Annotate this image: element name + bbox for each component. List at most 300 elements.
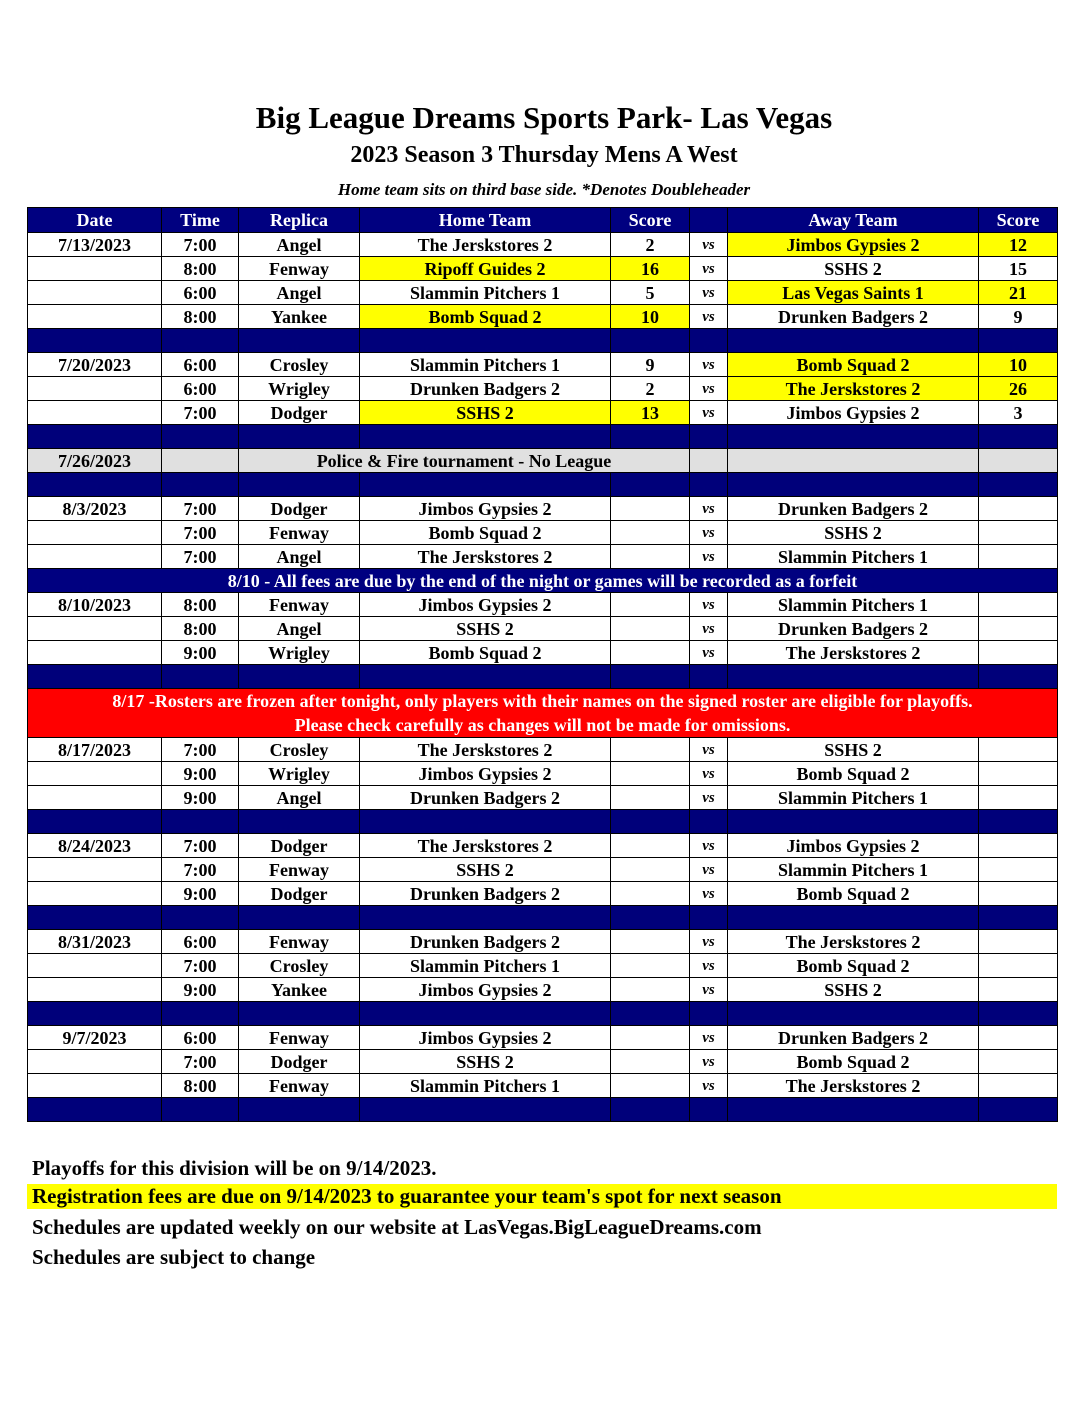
vs-label: vs: [690, 233, 728, 257]
game-time: 9:00: [162, 786, 239, 810]
home-team: The Jerskstores 2: [360, 834, 611, 858]
game-time: 8:00: [162, 617, 239, 641]
column-header: Home Team: [360, 208, 611, 233]
separator-cell: [728, 665, 979, 689]
game-date: [28, 762, 162, 786]
header-note: Home team sits on third base side. *Denotes Doubleheader: [337, 180, 751, 199]
away-score: [979, 930, 1058, 954]
separator-cell: [728, 1002, 979, 1026]
home-score: [611, 1074, 690, 1098]
separator-cell: [611, 1002, 690, 1026]
home-score: [611, 786, 690, 810]
separator-cell: [979, 473, 1058, 497]
away-team: Las Vegas Saints 1: [728, 281, 979, 305]
vs-label: vs: [690, 257, 728, 281]
game-date: [28, 305, 162, 329]
separator-cell: [690, 425, 728, 449]
column-header: Replica: [239, 208, 360, 233]
home-team: Drunken Badgers 2: [360, 786, 611, 810]
vs-label: vs: [690, 954, 728, 978]
game-date: [28, 954, 162, 978]
fees-notice: 8/10 - All fees are due by the end of the night or games will be recorded as a forfeit: [28, 569, 1058, 593]
table-row: [28, 978, 1058, 1002]
game-time: 8:00: [162, 1074, 239, 1098]
separator-row: [28, 906, 1058, 930]
game-replica: Angel: [239, 233, 360, 257]
away-score: [979, 497, 1058, 521]
separator-cell: [162, 810, 239, 834]
home-team: Drunken Badgers 2: [360, 930, 611, 954]
table-row: [28, 233, 1058, 257]
vs-label: vs: [690, 930, 728, 954]
away-team: Drunken Badgers 2: [728, 305, 979, 329]
game-time: 9:00: [162, 978, 239, 1002]
game-date: [28, 545, 162, 569]
table-row: [28, 497, 1058, 521]
separator-cell: [28, 1002, 162, 1026]
vs-label: vs: [690, 617, 728, 641]
game-time: 7:00: [162, 401, 239, 425]
separator-row: [28, 329, 1058, 353]
game-time: 7:00: [162, 233, 239, 257]
away-team: SSHS 2: [728, 521, 979, 545]
game-date: 9/7/2023: [28, 1026, 162, 1050]
vs-label: vs: [690, 377, 728, 401]
home-score: [611, 882, 690, 906]
game-replica: Fenway: [239, 1026, 360, 1050]
game-time: 6:00: [162, 1026, 239, 1050]
game-time: 7:00: [162, 954, 239, 978]
away-team: Drunken Badgers 2: [728, 617, 979, 641]
separator-row: [28, 473, 1058, 497]
separator-cell: [239, 906, 360, 930]
game-date: [28, 401, 162, 425]
separator-cell: [162, 906, 239, 930]
column-header: Date: [28, 208, 162, 233]
game-time: 9:00: [162, 641, 239, 665]
game-time: 6:00: [162, 930, 239, 954]
game-replica: Angel: [239, 786, 360, 810]
separator-cell: [239, 1002, 360, 1026]
home-score: [611, 954, 690, 978]
separator-cell: [28, 473, 162, 497]
away-score: [979, 954, 1058, 978]
vs-label: vs: [690, 353, 728, 377]
table-row: [28, 738, 1058, 762]
separator-cell: [690, 665, 728, 689]
home-score: [611, 930, 690, 954]
home-team: SSHS 2: [360, 858, 611, 882]
vs-label: vs: [690, 1050, 728, 1074]
game-replica: Dodger: [239, 1050, 360, 1074]
separator-cell: [611, 906, 690, 930]
separator-cell: [162, 329, 239, 353]
home-score: 2: [611, 377, 690, 401]
table-row: [28, 281, 1058, 305]
away-score: [979, 786, 1058, 810]
game-time: 7:00: [162, 497, 239, 521]
away-score: 15: [979, 257, 1058, 281]
separator-cell: [239, 810, 360, 834]
home-team: Drunken Badgers 2: [360, 377, 611, 401]
roster-alert-line: 8/17 -Rosters are frozen after tonight, only players with their names on the signed roster are eligible for playoffs.: [112, 691, 973, 711]
separator-cell: [611, 329, 690, 353]
game-replica: Dodger: [239, 497, 360, 521]
table-row: [28, 617, 1058, 641]
separator-cell: [690, 1098, 728, 1122]
home-team: SSHS 2: [360, 401, 611, 425]
home-team: Jimbos Gypsies 2: [360, 1026, 611, 1050]
game-date: 8/10/2023: [28, 593, 162, 617]
game-date: 7/13/2023: [28, 233, 162, 257]
table-row: [28, 954, 1058, 978]
home-score: [611, 641, 690, 665]
table-row: [28, 257, 1058, 281]
away-team: Drunken Badgers 2: [728, 497, 979, 521]
separator-cell: [162, 665, 239, 689]
game-date: 8/24/2023: [28, 834, 162, 858]
separator-cell: [239, 329, 360, 353]
no-league-note: Police & Fire tournament - No League: [239, 449, 690, 473]
home-team: Jimbos Gypsies 2: [360, 978, 611, 1002]
separator-cell: [690, 810, 728, 834]
separator-cell: [728, 329, 979, 353]
table-row: [28, 305, 1058, 329]
game-date: [28, 882, 162, 906]
home-score: 2: [611, 233, 690, 257]
away-score: [979, 834, 1058, 858]
separator-cell: [360, 329, 611, 353]
away-score: 26: [979, 377, 1058, 401]
game-time: 7:00: [162, 858, 239, 882]
separator-cell: [690, 1002, 728, 1026]
separator-cell: [162, 473, 239, 497]
game-date: [28, 617, 162, 641]
game-replica: Crosley: [239, 738, 360, 762]
game-replica: Wrigley: [239, 377, 360, 401]
home-score: 16: [611, 257, 690, 281]
footer-change-note: Schedules are subject to change: [32, 1245, 316, 1269]
game-replica: Fenway: [239, 521, 360, 545]
separator-cell: [611, 665, 690, 689]
game-date: 7/26/2023: [28, 449, 162, 473]
separator-cell: [28, 425, 162, 449]
separator-cell: [979, 329, 1058, 353]
separator-cell: [162, 1098, 239, 1122]
vs-label: vs: [690, 738, 728, 762]
game-replica: Fenway: [239, 858, 360, 882]
home-score: 9: [611, 353, 690, 377]
game-time: 6:00: [162, 281, 239, 305]
game-date: [28, 281, 162, 305]
separator-cell: [360, 1002, 611, 1026]
home-team: SSHS 2: [360, 617, 611, 641]
away-team: The Jerskstores 2: [728, 930, 979, 954]
away-score: [979, 521, 1058, 545]
game-date: [28, 641, 162, 665]
separator-cell: [611, 473, 690, 497]
home-score: 5: [611, 281, 690, 305]
table-row: [28, 762, 1058, 786]
separator-cell: [728, 1098, 979, 1122]
game-replica: Yankee: [239, 978, 360, 1002]
home-team: Bomb Squad 2: [360, 521, 611, 545]
away-team: SSHS 2: [728, 257, 979, 281]
game-time: 7:00: [162, 834, 239, 858]
separator-cell: [979, 906, 1058, 930]
empty-cell: [162, 449, 239, 473]
vs-label: vs: [690, 641, 728, 665]
separator-cell: [28, 665, 162, 689]
game-date: 8/31/2023: [28, 930, 162, 954]
game-time: 7:00: [162, 738, 239, 762]
home-team: Drunken Badgers 2: [360, 882, 611, 906]
separator-cell: [979, 1098, 1058, 1122]
away-score: [979, 593, 1058, 617]
separator-cell: [239, 425, 360, 449]
separator-cell: [690, 906, 728, 930]
separator-cell: [728, 810, 979, 834]
away-team: SSHS 2: [728, 738, 979, 762]
footer-playoffs: Playoffs for this division will be on 9/14/2023.: [32, 1156, 437, 1180]
away-team: Slammin Pitchers 1: [728, 786, 979, 810]
game-time: 8:00: [162, 593, 239, 617]
game-date: 8/17/2023: [28, 738, 162, 762]
away-score: 10: [979, 353, 1058, 377]
away-score: [979, 545, 1058, 569]
game-replica: Fenway: [239, 593, 360, 617]
away-team: Slammin Pitchers 1: [728, 858, 979, 882]
separator-cell: [239, 473, 360, 497]
empty-cell: [728, 449, 979, 473]
vs-label: vs: [690, 1074, 728, 1098]
away-score: [979, 762, 1058, 786]
game-replica: Crosley: [239, 353, 360, 377]
game-date: [28, 521, 162, 545]
separator-row: [28, 1098, 1058, 1122]
separator-row: [28, 1002, 1058, 1026]
home-team: Bomb Squad 2: [360, 641, 611, 665]
vs-label: vs: [690, 497, 728, 521]
home-score: [611, 1026, 690, 1050]
game-replica: Dodger: [239, 882, 360, 906]
table-row: [28, 353, 1058, 377]
game-date: [28, 257, 162, 281]
table-header-row: [28, 208, 1058, 233]
home-score: 10: [611, 305, 690, 329]
separator-cell: [611, 425, 690, 449]
separator-row: [28, 810, 1058, 834]
game-date: 8/3/2023: [28, 497, 162, 521]
table-row: [28, 786, 1058, 810]
home-score: [611, 978, 690, 1002]
separator-cell: [162, 1002, 239, 1026]
page-title: Big League Dreams Sports Park- Las Vegas: [255, 100, 833, 135]
column-header: [690, 208, 728, 233]
column-header: Away Team: [728, 208, 979, 233]
game-date: [28, 377, 162, 401]
vs-label: vs: [690, 545, 728, 569]
game-date: [28, 1050, 162, 1074]
game-time: 7:00: [162, 521, 239, 545]
separator-cell: [979, 810, 1058, 834]
separator-cell: [360, 1098, 611, 1122]
home-team: Bomb Squad 2: [360, 305, 611, 329]
away-team: The Jerskstores 2: [728, 641, 979, 665]
away-team: Slammin Pitchers 1: [728, 545, 979, 569]
separator-cell: [979, 665, 1058, 689]
table-row: [28, 1050, 1058, 1074]
separator-cell: [28, 810, 162, 834]
separator-cell: [690, 329, 728, 353]
empty-cell: [979, 449, 1058, 473]
separator-cell: [728, 906, 979, 930]
away-score: [979, 978, 1058, 1002]
home-score: [611, 1050, 690, 1074]
game-date: [28, 786, 162, 810]
separator-cell: [979, 1002, 1058, 1026]
table-row: [28, 545, 1058, 569]
away-team: Jimbos Gypsies 2: [728, 834, 979, 858]
game-time: 7:00: [162, 1050, 239, 1074]
table-row: [28, 930, 1058, 954]
vs-label: vs: [690, 401, 728, 425]
separator-cell: [162, 425, 239, 449]
separator-cell: [360, 473, 611, 497]
away-team: SSHS 2: [728, 978, 979, 1002]
home-score: [611, 858, 690, 882]
game-date: [28, 1074, 162, 1098]
home-score: 13: [611, 401, 690, 425]
away-score: 21: [979, 281, 1058, 305]
away-score: [979, 1026, 1058, 1050]
home-score: [611, 834, 690, 858]
separator-cell: [239, 1098, 360, 1122]
table-row: [28, 521, 1058, 545]
home-team: The Jerskstores 2: [360, 738, 611, 762]
home-team: SSHS 2: [360, 1050, 611, 1074]
game-replica: Dodger: [239, 834, 360, 858]
home-score: [611, 593, 690, 617]
separator-cell: [611, 810, 690, 834]
game-replica: Wrigley: [239, 641, 360, 665]
home-score: [611, 762, 690, 786]
empty-cell: [690, 449, 728, 473]
vs-label: vs: [690, 858, 728, 882]
game-time: 9:00: [162, 882, 239, 906]
vs-label: vs: [690, 281, 728, 305]
away-team: Jimbos Gypsies 2: [728, 401, 979, 425]
home-team: Ripoff Guides 2: [360, 257, 611, 281]
table-row: [28, 641, 1058, 665]
roster-alert-line: Please check carefully as changes will not be made for omissions.: [294, 715, 791, 735]
separator-cell: [239, 665, 360, 689]
away-team: The Jerskstores 2: [728, 377, 979, 401]
away-score: [979, 882, 1058, 906]
game-replica: Angel: [239, 617, 360, 641]
game-replica: Fenway: [239, 257, 360, 281]
column-header: Score: [611, 208, 690, 233]
vs-label: vs: [690, 882, 728, 906]
away-score: [979, 617, 1058, 641]
separator-cell: [28, 329, 162, 353]
game-time: 6:00: [162, 377, 239, 401]
table-row: [28, 1026, 1058, 1050]
away-score: 3: [979, 401, 1058, 425]
separator-cell: [360, 810, 611, 834]
game-replica: Angel: [239, 545, 360, 569]
away-team: Drunken Badgers 2: [728, 1026, 979, 1050]
game-time: 6:00: [162, 353, 239, 377]
footer-website: Schedules are updated weekly on our website at LasVegas.BigLeagueDreams.com: [32, 1215, 762, 1239]
home-team: The Jerskstores 2: [360, 545, 611, 569]
home-team: Slammin Pitchers 1: [360, 1074, 611, 1098]
vs-label: vs: [690, 978, 728, 1002]
game-replica: Crosley: [239, 954, 360, 978]
away-team: Bomb Squad 2: [728, 353, 979, 377]
home-team: Jimbos Gypsies 2: [360, 593, 611, 617]
game-replica: Dodger: [239, 401, 360, 425]
game-date: 7/20/2023: [28, 353, 162, 377]
table-row: [28, 858, 1058, 882]
roster-alert: [28, 689, 1058, 738]
away-team: The Jerskstores 2: [728, 1074, 979, 1098]
separator-cell: [728, 425, 979, 449]
game-replica: Yankee: [239, 305, 360, 329]
game-replica: Fenway: [239, 930, 360, 954]
home-score: [611, 545, 690, 569]
separator-cell: [360, 665, 611, 689]
home-score: [611, 617, 690, 641]
fees-notice-row: [28, 569, 1058, 593]
home-team: Slammin Pitchers 1: [360, 954, 611, 978]
game-date: [28, 978, 162, 1002]
vs-label: vs: [690, 305, 728, 329]
away-team: Bomb Squad 2: [728, 762, 979, 786]
home-score: [611, 497, 690, 521]
home-team: Jimbos Gypsies 2: [360, 497, 611, 521]
schedule-table: [27, 207, 1058, 1122]
table-row: [28, 882, 1058, 906]
separator-row: [28, 425, 1058, 449]
vs-label: vs: [690, 834, 728, 858]
game-time: 7:00: [162, 545, 239, 569]
separator-cell: [611, 1098, 690, 1122]
table-row: [28, 834, 1058, 858]
home-team: Jimbos Gypsies 2: [360, 762, 611, 786]
separator-cell: [979, 425, 1058, 449]
game-time: 8:00: [162, 257, 239, 281]
vs-label: vs: [690, 593, 728, 617]
away-team: Jimbos Gypsies 2: [728, 233, 979, 257]
away-score: [979, 1050, 1058, 1074]
home-score: [611, 521, 690, 545]
separator-cell: [28, 1098, 162, 1122]
column-header: Time: [162, 208, 239, 233]
game-time: 9:00: [162, 762, 239, 786]
separator-cell: [360, 906, 611, 930]
away-score: 12: [979, 233, 1058, 257]
away-team: Bomb Squad 2: [728, 1050, 979, 1074]
away-score: [979, 641, 1058, 665]
separator-cell: [728, 473, 979, 497]
game-replica: Fenway: [239, 1074, 360, 1098]
game-date: [28, 858, 162, 882]
home-score: [611, 738, 690, 762]
no-league-row: [28, 449, 1058, 473]
vs-label: vs: [690, 1026, 728, 1050]
footer-registration: Registration fees are due on 9/14/2023 to guarantee your team's spot for next season: [27, 1184, 1057, 1209]
